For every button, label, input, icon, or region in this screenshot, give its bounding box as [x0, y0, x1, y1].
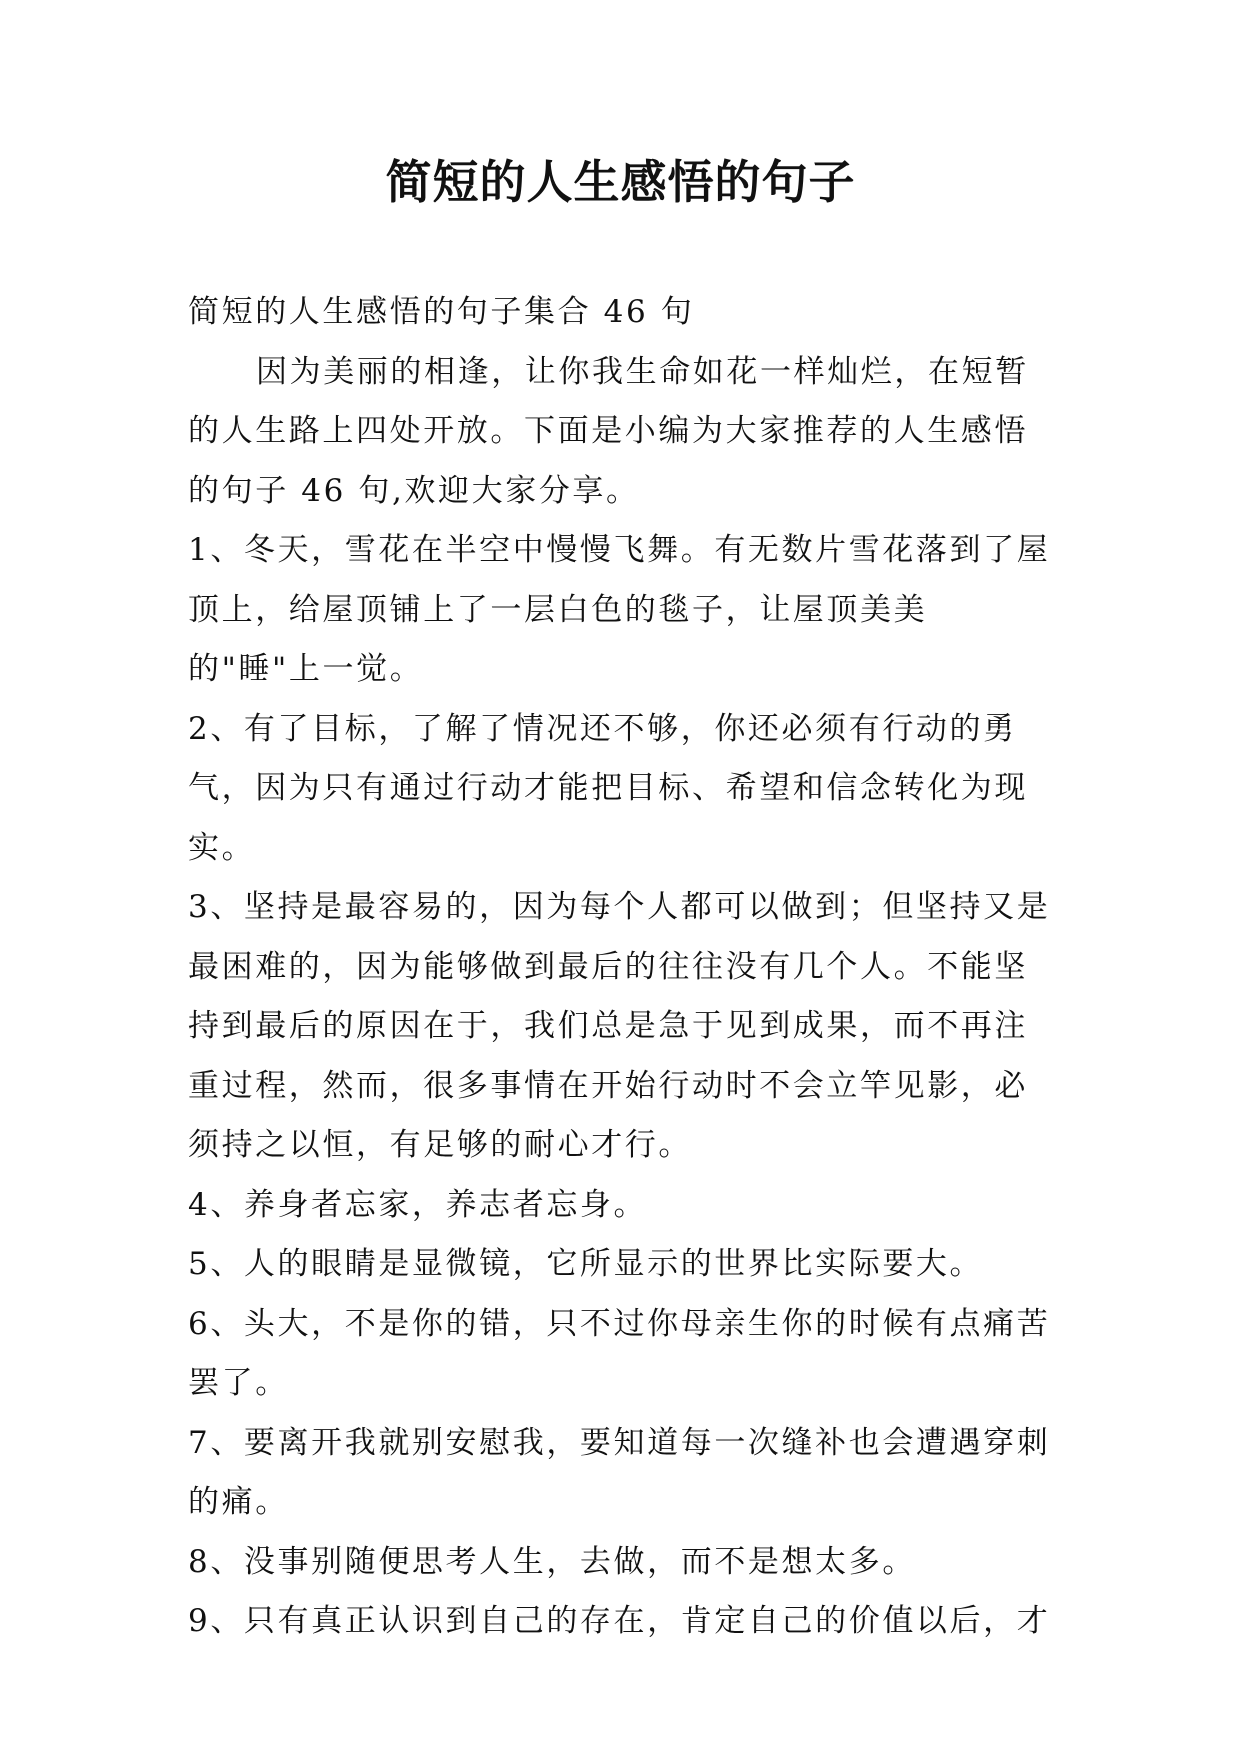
list-item: 9、只有真正认识到自己的存在，肯定自己的价值以后，才 — [188, 1603, 1051, 1639]
document-subtitle: 简短的人生感悟的句子集合 46 句 — [188, 294, 695, 330]
list-item: 7、要离开我就别安慰我，要知道每一次缝补也会遭遇穿刺的痛。 — [188, 1424, 1051, 1520]
list-item: 3、坚持是最容易的，因为每个人都可以做到；但坚持又是最困难的，因为能够做到最后的往往没有几个人。不能坚持到最后的原因在于，我们总是急于见到成果，而不再注重过程，然而，很多事情在开始行动时不会立竿见影，必须持之以恒，有足够的耐心才行。 — [188, 889, 1051, 1163]
list-item: 8、没事别随便思考人生，去做，而不是想太多。 — [188, 1543, 916, 1580]
list-item: 6、头大，不是你的错，只不过你母亲生你的时候有点痛苦罢了。 — [188, 1305, 1051, 1401]
document-title: 简短的人生感悟的句子 — [385, 155, 856, 209]
list-item: 4、养身者忘家，养志者忘身。 — [188, 1186, 648, 1223]
intro-paragraph: 因为美丽的相逢，让你我生命如花一样灿烂，在短暂的人生路上四处开放。下面是小编为大家推荐的人生感悟的句子 46 句,欢迎大家分享。 — [188, 353, 1029, 509]
list-item: 5、人的眼睛是显微镜，它所显示的世界比实际要大。 — [188, 1246, 984, 1282]
list-item: 2、有了目标，了解了情况还不够，你还必须有行动的勇气，因为只有通过行动才能把目标、希望和信念转化为现实。 — [188, 710, 1028, 866]
list-item: 1、冬天，雪花在半空中慢慢飞舞。有无数片雪花落到了屋顶上，给屋顶铺上了一层白色的毯子，让屋顶美美的"睡"上一觉。 — [188, 532, 1051, 687]
document-body — [188, 283, 1058, 1652]
